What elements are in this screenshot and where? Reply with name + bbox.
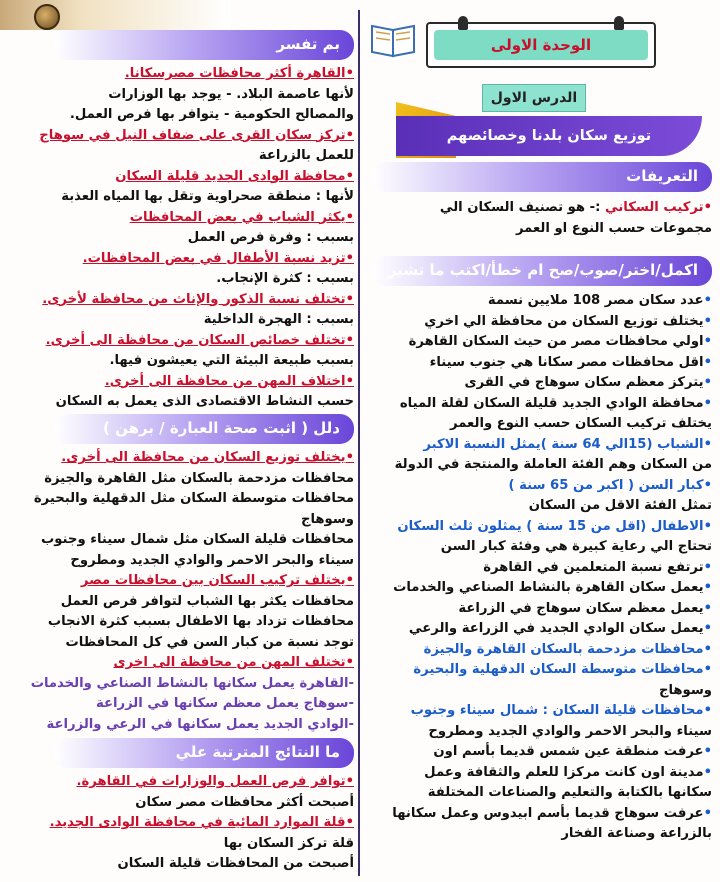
- complete-heading: اكمل/اختر/صوب/صح ام خطأ/اكتب ما تشير: [372, 256, 712, 286]
- explain-line: • تختلف نسبة الذكور والإناث من محافظة لأخرى.: [8, 290, 354, 311]
- explain-line: • اختلاف المهن من محافظة الى أخرى.: [8, 372, 354, 393]
- explain-line: • يكثر الشباب في بعض المحافظات: [8, 208, 354, 229]
- explain-line: • تركز سكان القرى على ضفاف النيل في سوهاج: [8, 126, 354, 147]
- definition-term: تركيب السكاني: [604, 200, 704, 215]
- complete-line: سيناء والبحر الاحمر والوادي الجديد ومطروح: [428, 723, 712, 739]
- right-column: [366, 12, 712, 882]
- explain-line: للعمل بالزراعة: [258, 148, 354, 163]
- results-section: [8, 738, 354, 875]
- complete-line: سكانها بالكتابة والتعليم والصناعات المختلفة: [427, 785, 712, 800]
- results-line: أصبحت من المحافظات قليلة السكان: [117, 856, 354, 871]
- results-line: قلة تركز السكان بها: [223, 835, 354, 851]
- results-line: • توافر فرص العمل والوزارات في القاهرة.: [8, 772, 354, 793]
- pin-icon: [458, 16, 468, 30]
- explain-line: حسب النشاط الاقتصادى الذى يعمل به السكان: [55, 394, 354, 409]
- prove-list: [8, 444, 354, 735]
- definition-line: • تركيب السكاني :- هو تصنيف السكان الي: [366, 198, 712, 219]
- explain-line: بسبب : الهجرة الداخلية: [203, 312, 354, 327]
- column-divider: [358, 10, 360, 876]
- complete-line: • الاطفال (اقل من 15 سنة ) يمثلون ثلث السكان: [366, 517, 712, 538]
- results-list: [8, 768, 354, 875]
- complete-line: • اقل محافظات مصر سكانا هي جنوب سيناء: [366, 353, 712, 374]
- explain-line: • تزيد نسبة الأطفال في بعض المحافظات.: [8, 249, 354, 270]
- explain-line: والمصالح الحكومية - يتوافر بها فرص العمل.: [69, 107, 354, 122]
- complete-line: • يختلف توزيع السكان من محافظة الي اخري: [366, 312, 712, 333]
- book-icon: [368, 20, 418, 60]
- explain-line: لأنها عاصمة البلاد. - يوجد بها الوزارات: [108, 86, 354, 102]
- complete-line: • محافظة الوادي الجديد قليلة السكان لقلة المياه: [366, 394, 712, 415]
- complete-line: • يعمل سكان القاهرة بالنشاط الصناعي والخدمات: [366, 578, 712, 599]
- unit-title-frame: [426, 22, 656, 68]
- complete-line: تمثل الفئة الاقل من السكان: [528, 498, 712, 513]
- prove-line: • تختلف المهن من محافظة الى اخرى: [8, 653, 354, 674]
- complete-line: • محافظات قليلة السكان : شمال سيناء وجنوب: [366, 701, 712, 722]
- prove-line: -سوهاج يعمل معظم سكانها في الزراعة: [95, 696, 354, 711]
- prove-heading: دلل ( اثبت صحة العبارة / برهن ): [54, 414, 354, 444]
- prove-line: محافظات تزداد بها الاطفال بسبب كثرة الانجاب: [47, 614, 354, 629]
- complete-line: • محافظات مزدحمة بالسكان القاهرة والجيزة: [366, 640, 712, 661]
- complete-line: • يعمل سكان الوادي الجديد في الزراعة والرعي: [366, 619, 712, 640]
- complete-line: • محافظات متوسطة السكان الدقهلية والبحيرة: [366, 660, 712, 681]
- complete-line: • يتركز معظم سكان سوهاج في القرى: [366, 373, 712, 394]
- prove-line: سيناء والبحر الاحمر والوادي الجديد ومطروح: [70, 552, 354, 568]
- complete-line: • يعمل معظم سكان سوهاج في الزراعة: [366, 599, 712, 620]
- explain-heading: بم تفسر: [54, 30, 354, 60]
- complete-line: • عرفت منطقة عين شمس قديما بأسم اون: [366, 742, 712, 763]
- complete-line: • مدينة اون كانت مركزا للعلم والثقافة وعمل: [366, 763, 712, 784]
- prove-line: • يختلف توزيع السكان من محافظة الى أخرى.: [8, 448, 354, 469]
- complete-line: يختلف تركيب السكان حسب النوع والعمر: [450, 416, 712, 431]
- pin-icon: [614, 16, 624, 30]
- explain-line: • تختلف خصائص السكان من محافظة الى أخرى.: [8, 331, 354, 352]
- prove-line: -الوادي الجديد يعمل سكانها في الرعي والزراعة: [46, 716, 354, 732]
- topic-banner: توزيع سكان بلدنا وخصائصهم: [396, 116, 702, 156]
- results-line: • قلة الموارد المائية في محافظة الوادى الجديد.: [8, 813, 354, 834]
- complete-line: • عرفت سوهاج قديما بأسم ابيدوس وعمل سكانها: [366, 804, 712, 825]
- prove-line: توجد نسبة من كبار السن في كل المحافظات: [65, 634, 354, 650]
- complete-line: تحتاج الي رعاية كبيرة هي وفئة كبار السن: [440, 539, 712, 554]
- explain-line: لأنها : منطقة صحراوية وتقل بها المياه العذبة: [61, 189, 354, 204]
- explain-line: بسبب طبيعة البيئة التي يعيشون فيها.: [109, 353, 354, 368]
- prove-line: محافظات مزدحمة بالسكان مثل القاهرة والجيزة: [44, 470, 354, 486]
- explain-line: • محافظة الوادى الجديد قليلة السكان: [8, 167, 354, 188]
- complete-line: من السكان وهم الفئة العاملة والمنتجة في الدولة: [394, 457, 712, 472]
- prove-line: وسوهاج: [300, 511, 354, 527]
- complete-line: • ترتفع نسبة المتعلمين في القاهرة: [366, 558, 712, 579]
- complete-line: • عدد سكان مصر 108 ملايين نسمة: [366, 291, 712, 312]
- complete-section: [366, 256, 712, 845]
- prove-line: محافظات قليلة السكان مثل شمال سيناء وجنوب: [41, 532, 354, 547]
- complete-line: وسوهاج: [658, 682, 712, 698]
- complete-line: بالزراعة وصناعة الفخار: [561, 826, 712, 841]
- lesson-title: الدرس الاول: [482, 84, 586, 112]
- complete-list: [366, 286, 712, 845]
- complete-line: • اولي محافظات مصر من حيث السكان القاهرة: [366, 332, 712, 353]
- left-column: [8, 30, 354, 880]
- prove-line: محافظات متوسطة السكان مثل الدقهلية والبحيرة: [33, 491, 354, 506]
- complete-line: • كبار السن ( اكبر من 65 سنة ): [366, 476, 712, 497]
- definition-line: مجموعات حسب النوع او العمر: [515, 220, 712, 236]
- prove-line: محافظات يكثر بها الشباب لتوافر فرص العمل: [60, 593, 354, 609]
- explain-line: • القاهرة أكثر محافظات مصرسكانا.: [8, 64, 354, 85]
- explain-list: [8, 60, 354, 413]
- results-heading: ما النتائج المترتبة علي: [54, 738, 354, 768]
- results-line: أصبحت أكثر محافظات مصر سكان: [135, 794, 354, 810]
- globe-icon: [34, 4, 60, 30]
- unit-title: الوحدة الاولى: [434, 30, 648, 60]
- complete-line: • الشباب (15الي 64 سنة )يمثل النسبة الاكبر: [366, 435, 712, 456]
- prove-section: [8, 414, 354, 735]
- explain-line: بسبب : كثرة الإنجاب.: [216, 271, 354, 286]
- explain-line: بسبب : وفرة فرص العمل: [187, 230, 354, 245]
- definitions-heading: التعريفات: [372, 162, 712, 192]
- prove-line: • يختلف تركيب السكان بين محافظات مصر: [8, 571, 354, 592]
- definitions-section: [366, 162, 712, 239]
- explain-section: [8, 30, 354, 413]
- prove-line: -القاهرة يعمل سكانها بالنشاط الصناعي والخدمات: [30, 675, 354, 691]
